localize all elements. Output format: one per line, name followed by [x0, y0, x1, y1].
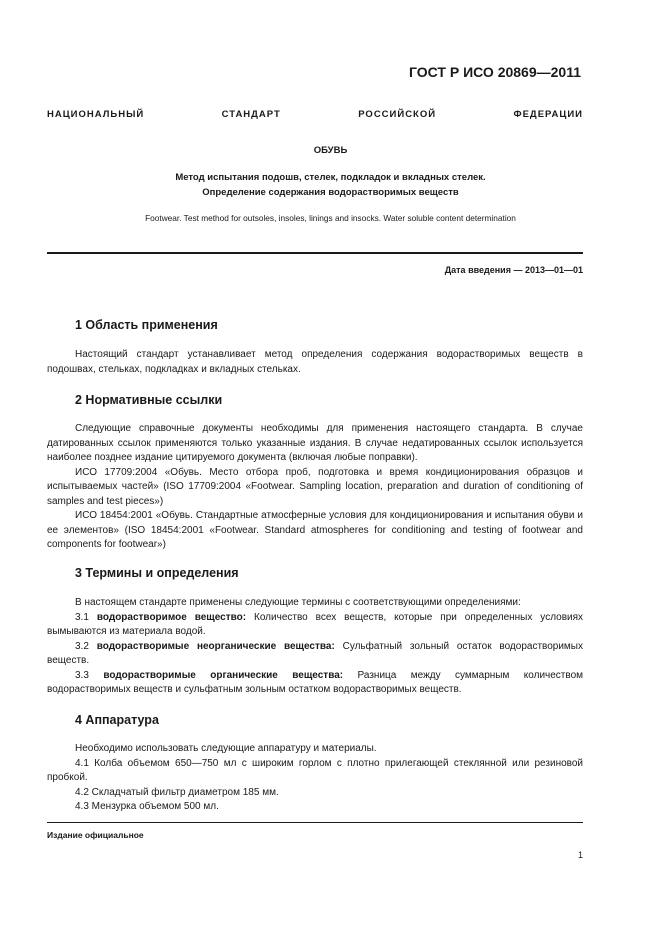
term-3-2-number: 3.2: [75, 640, 89, 652]
section-4-paragraph-1: Необходимо использовать следующие аппаратуру и материалы.: [75, 743, 377, 754]
term-3-1: [47, 611, 583, 640]
page-number: 1: [577, 850, 583, 860]
section-2-title: 2 Нормативные ссылки: [75, 393, 223, 407]
section-4-item-4-2: 4.2 Складчатый фильтр диаметром 185 мм.: [75, 786, 279, 798]
section-2-reference-iso-18454: ИСО 18454:2001 «Обувь. Стандартные атмосферные условия для кондиционирования и испытания обуви и ее элементов» (ISO 18454:2001 «Footwear. Standard atmospheres for conditioning and testing of footwear and components for footwear»): [47, 510, 583, 550]
footer-divider: [47, 822, 583, 823]
term-3-1-definition: Количество всех веществ, которые при определенных условиях вымываются из материала водой.: [47, 611, 584, 637]
method-title-line-1: Метод испытания подошв, стелек, подкладок и вкладных стелек.: [175, 172, 486, 183]
term-3-2: [47, 640, 583, 669]
section-3-body: [47, 596, 583, 698]
header-divider: [47, 252, 583, 254]
term-3-1-term: водорастворимое вещество:: [96, 611, 247, 623]
publication-note: Издание официальное: [47, 830, 144, 840]
section-1-body: [47, 348, 583, 377]
term-3-3-definition: Разница между суммарным количеством водорастворимых веществ и сульфатным зольным остатком водорастворимых веществ.: [47, 669, 584, 695]
document-id: ГОСТ Р ИСО 20869—2011: [409, 64, 581, 80]
section-2-body: [47, 422, 583, 553]
introduction-date: Дата введения — 2013—01—01: [444, 265, 583, 275]
national-standard-title: НАЦИОНАЛЬНЫЙ СТАНДАРТ РОССИЙСКОЙ ФЕДЕРАЦИИ: [47, 109, 583, 120]
method-title: [0, 170, 661, 200]
section-4-title: 4 Аппаратура: [75, 713, 159, 727]
term-3-3: [47, 669, 583, 698]
section-3-paragraph-1: В настоящем стандарте применены следующие термины с соответствующими определениями:: [75, 597, 521, 608]
term-3-2-term: водорастворимые неорганические вещества:: [96, 640, 335, 652]
section-1-paragraph: Настоящий стандарт устанавливает метод определения содержания водорастворимых веществ в подошвах, стельках, подкладках и вкладных стельках.: [47, 349, 583, 375]
section-2-reference-iso-17709: ИСО 17709:2004 «Обувь. Место отбора проб, подготовка и время кондиционирования образцов и испытываемых частей» (ISO 17709:2004 «Footwear. Sampling location, preparation and duration of conditioning of samples and test pieces»): [47, 466, 583, 507]
section-4-body: [47, 742, 583, 815]
section-2-paragraph-1: Следующие справочные документы необходимы для применения настоящего стандарта. В случае датированных ссылок применяются только указанные издания. В случае недатированных ссылок используется наиболее позднее издание цитируемого документа (включая любые поправки).: [47, 423, 583, 463]
method-title-line-2: Определение содержания водорастворимых веществ: [202, 187, 459, 198]
section-1-title: 1 Область применения: [75, 318, 218, 332]
section-3-title: 3 Термины и определения: [75, 566, 239, 580]
section-4-item-4-1: 4.1 Колба объемом 650—750 мл с широким горлом с плотно прилегающей стеклянной или резиновой пробкой.: [47, 757, 583, 783]
term-3-3-term: водорастворимые органические вещества:: [103, 669, 344, 681]
term-3-2-definition: Сульфатный зольный остаток водорастворимых веществ.: [47, 640, 583, 666]
english-title: Footwear. Test method for outsoles, insoles, linings and insocks. Water soluble content determination: [145, 213, 516, 223]
term-3-1-number: 3.1: [75, 611, 89, 623]
standard-subject: ОБУВЬ: [313, 145, 348, 156]
section-4-item-4-3: 4.3 Мензурка объемом 500 мл.: [75, 801, 219, 812]
term-3-3-number: 3.3: [75, 669, 89, 681]
